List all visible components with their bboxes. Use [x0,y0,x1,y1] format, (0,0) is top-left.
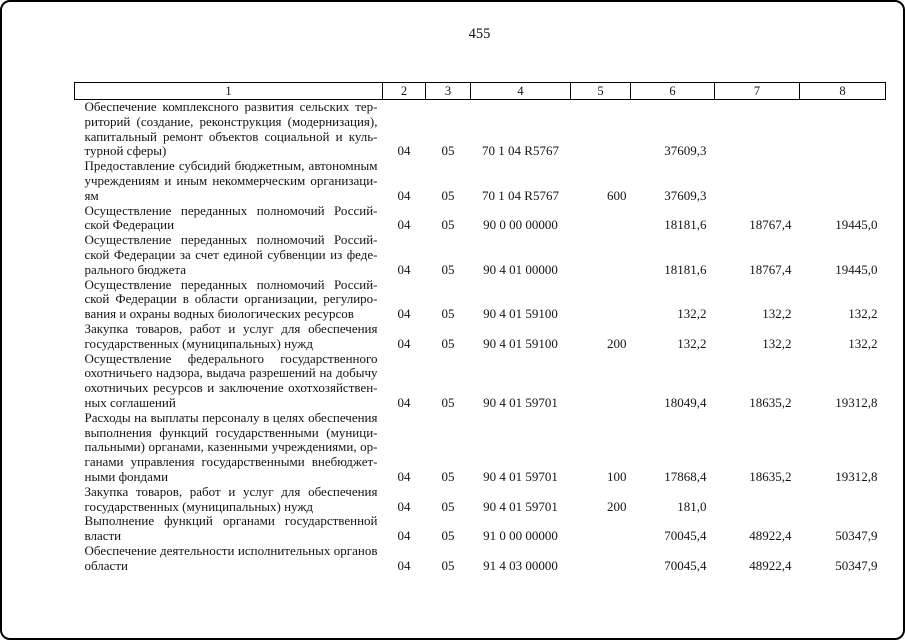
cell-c7: 18635,2 [749,468,792,484]
cell-c7 [715,485,800,515]
cell-c6: 132,2 [677,335,707,351]
table-row [75,204,886,234]
row-label-line: риторий (создание, реконструкция (модернизация), [84,113,378,129]
column-header: 4 [471,83,571,100]
cell-c6: 132,2 [677,306,707,322]
cell-c6: 17868,4 [664,468,707,484]
row-label-line: ганами управления государственными внебюджет- [84,454,378,470]
cell-c8: 50347,9 [835,528,878,544]
table-row [75,233,886,277]
cell-c7 [715,159,800,203]
cell-c5: 200 [607,498,627,514]
cell-c6: 18181,6 [664,261,707,277]
table-row [75,352,886,411]
cell-c2: 04 [397,217,411,233]
column-header: 7 [715,83,800,100]
row-label-line: ными фондами [84,468,169,484]
cell-c4: 90 4 01 00000 [483,261,558,277]
cell-c5 [571,233,631,277]
cell-c3: 05 [441,528,455,544]
row-label-line: ской Федерации [84,217,175,233]
column-header: 1 [75,83,383,100]
cell-c2: 04 [397,306,411,322]
row-label-line: Выполнение функций органами государственной [84,513,378,529]
page-number: 455 [468,26,491,42]
row-label-line: Закупка товаров, работ и услуг для обеспечения [84,483,378,499]
row-label-line: ской Федерации в области организации, регулиро- [84,291,378,307]
cell-c8 [800,159,886,203]
cell-c7: 132,2 [762,306,792,322]
column-header: 6 [631,83,715,100]
row-label-line: Осуществление федерального государственного [84,350,378,366]
cell-c3: 05 [441,335,455,351]
table-row [75,322,886,352]
cell-c2: 04 [397,261,411,277]
table-row [75,485,886,515]
cell-c4: 91 4 03 00000 [483,557,558,573]
cell-c4: 90 4 01 59701 [483,498,558,514]
cell-c8: 132,2 [848,335,878,351]
table-row [75,411,886,485]
table-row [75,159,886,203]
cell-c7: 18767,4 [749,261,792,277]
cell-c2: 04 [397,498,411,514]
row-label-line: ям [84,187,99,203]
cell-c8: 19312,8 [835,394,878,410]
cell-c5 [571,204,631,234]
row-label-line: пальными) органами, казенными учреждениями, ор- [84,439,378,455]
table-header [75,83,886,100]
cell-c5: 100 [607,468,627,484]
row-label-line: вания и охраны водных биологических ресурсов [84,306,354,322]
cell-c4: 90 4 01 59100 [483,335,558,351]
cell-c6: 18181,6 [664,217,707,233]
row-label-line: Обеспечение комплексного развития сельских тер- [84,99,378,114]
row-label-line: ных соглашений [84,394,176,410]
cell-c3: 05 [441,143,455,159]
row-label-line: государственных (муниципальных) нужд [84,498,313,514]
table-row [75,278,886,322]
row-label-line: Расходы на выплаты персоналу в целях обеспечения [84,409,378,425]
cell-c6: 18049,4 [664,394,707,410]
column-header: 3 [426,83,471,100]
row-label-line: Осуществление переданных полномочий Россий- [84,276,378,292]
cell-c5: 200 [607,335,627,351]
row-label [75,159,383,203]
table-row [75,100,886,160]
cell-c8: 132,2 [848,306,878,322]
cell-c2: 04 [397,335,411,351]
cell-c7: 132,2 [762,335,792,351]
row-label-line: капитальный ремонт объектов социальной и куль- [84,128,378,144]
column-header: 8 [800,83,886,100]
cell-c6: 37609,3 [664,143,707,159]
row-label-line: власти [84,528,122,544]
row-label [75,322,383,352]
cell-c5 [571,278,631,322]
row-label [75,544,383,574]
row-label-line: государственных (муниципальных) нужд [84,335,313,351]
cell-c8: 19312,8 [835,468,878,484]
cell-c3: 05 [441,394,455,410]
cell-c7: 48922,4 [749,557,792,573]
cell-c3: 05 [441,217,455,233]
cell-c2: 04 [397,394,411,410]
cell-c7: 48922,4 [749,528,792,544]
cell-c8: 19445,0 [835,261,878,277]
column-header: 5 [571,83,631,100]
cell-c5 [571,100,631,160]
row-label [75,514,383,544]
cell-c4: 90 4 01 59701 [483,468,558,484]
cell-c8 [800,100,886,160]
row-label-line: выполнения функций государственными (муници- [84,424,378,440]
cell-c4: 91 0 00 00000 [483,528,558,544]
cell-c7: 18767,4 [749,217,792,233]
table-row [75,514,886,544]
cell-c7 [715,100,800,160]
table-header-row [75,83,886,100]
row-label-line: Закупка товаров, работ и услуг для обеспечения [84,320,378,336]
cell-c3: 05 [441,498,455,514]
cell-c4: 70 1 04 R5767 [482,187,559,203]
cell-c6: 181,0 [677,498,707,514]
cell-c3: 05 [441,306,455,322]
budget-table [74,82,886,574]
cell-c5 [571,514,631,544]
row-label [75,278,383,322]
row-label [75,233,383,277]
cell-c2: 04 [397,557,411,573]
row-label-line: охотничьих ресурсов и заключение охотхозяйствен- [84,380,378,396]
row-label-line: Осуществление переданных полномочий Россий- [84,202,378,218]
cell-c2: 04 [397,528,411,544]
cell-c5 [571,352,631,411]
cell-c5: 600 [607,187,627,203]
row-label [75,352,383,411]
row-label-line: турной сферы) [84,143,167,159]
cell-c6: 37609,3 [664,187,707,203]
row-label-line: учреждениям и иным некоммерческим организаци- [84,172,378,188]
column-header: 2 [383,83,426,100]
row-label-line: рального бюджета [84,261,186,277]
cell-c2: 04 [397,187,411,203]
cell-c8: 19445,0 [835,217,878,233]
row-label [75,204,383,234]
cell-c4: 90 4 01 59701 [483,394,558,410]
row-label [75,411,383,485]
row-label-line: Обеспечение деятельности исполнительных органов [84,542,378,558]
cell-c3: 05 [441,187,455,203]
cell-c3: 05 [441,557,455,573]
cell-c4: 70 1 04 R5767 [482,143,559,159]
cell-c8 [800,485,886,515]
row-label-line: Предоставление субсидий бюджетным, автономным [84,158,378,174]
row-label [75,100,383,160]
cell-c8: 50347,9 [835,557,878,573]
row-label-line: области [84,557,128,573]
row-label [75,485,383,515]
cell-c3: 05 [441,468,455,484]
cell-c4: 90 4 01 59100 [483,306,558,322]
cell-c3: 05 [441,261,455,277]
cell-c5 [571,544,631,574]
cell-c4: 90 0 00 00000 [483,217,558,233]
row-label-line: охотничьего надзора, выдача разрешений на добычу [84,365,378,381]
cell-c2: 04 [397,143,411,159]
row-label-line: Осуществление переданных полномочий Россий- [84,232,378,248]
cell-c7: 18635,2 [749,394,792,410]
table-row [75,544,886,574]
cell-c6: 70045,4 [664,528,707,544]
row-label-line: ской Федерации за счет единой субвенции из феде- [84,246,378,262]
cell-c2: 04 [397,468,411,484]
table-body [75,100,886,574]
cell-c6: 70045,4 [664,557,707,573]
